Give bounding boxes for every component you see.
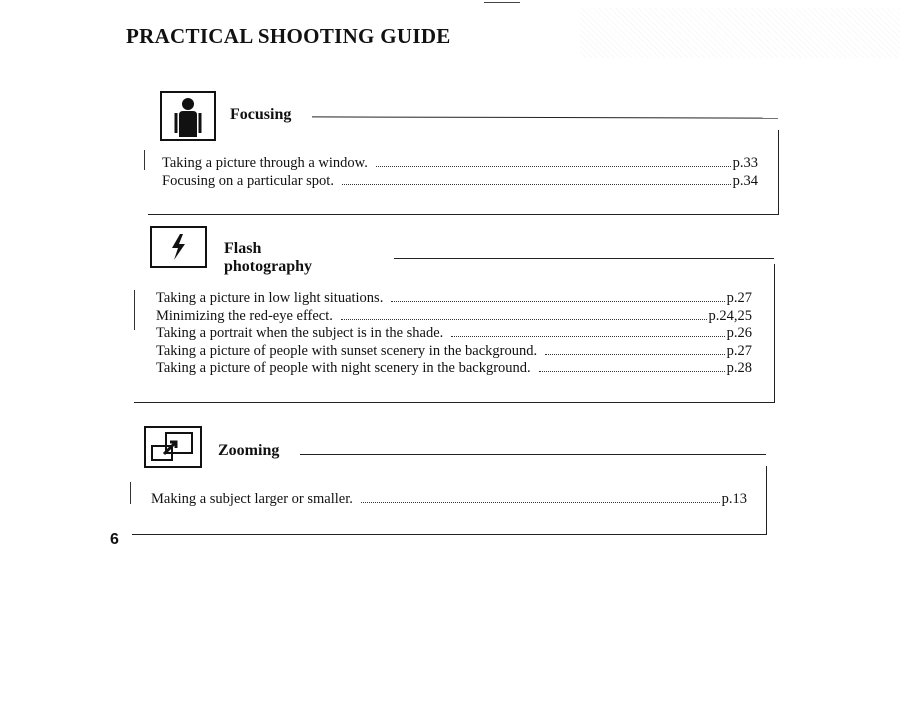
item-list: [162, 155, 758, 190]
dot-leader: [342, 184, 731, 185]
page-reference: p.26: [726, 325, 752, 341]
list-item: [162, 173, 758, 191]
frame-left-stub: [134, 290, 135, 330]
section-rule: [312, 116, 778, 118]
dot-leader: [341, 319, 707, 320]
list-item: [156, 343, 752, 361]
list-item: [156, 360, 752, 378]
dot-leader: [361, 502, 720, 503]
dot-leader: [391, 301, 724, 302]
dot-leader: [451, 336, 724, 337]
item-text: Taking a portrait when the subject is in the shade.: [156, 325, 444, 341]
section-rule: [300, 454, 766, 455]
list-item: [156, 308, 752, 326]
page-reference: p.34: [732, 172, 758, 189]
list-item: [156, 325, 752, 343]
item-text: Taking a picture through a window.: [162, 155, 368, 171]
item-list: [156, 290, 752, 378]
frame-left-stub: [144, 150, 145, 170]
page-reference: p.27: [726, 290, 752, 306]
item-list: [151, 491, 747, 509]
item-text: Taking a picture of people with sunset scenery in the background.: [156, 342, 538, 359]
page-reference: p.24,25: [708, 307, 752, 324]
zoom-icon: [144, 426, 202, 468]
page-number: 6: [110, 531, 119, 548]
section-heading: Flash photography: [224, 240, 313, 275]
item-text: Focusing on a particular spot.: [162, 172, 334, 189]
frame-left-stub: [130, 482, 131, 504]
item-text: Minimizing the red-eye effect.: [156, 307, 333, 324]
dot-leader: [545, 354, 725, 355]
item-text: Making a subject larger or smaller.: [151, 491, 353, 507]
scan-speckle: [580, 8, 900, 58]
list-item: [162, 155, 758, 173]
section-heading: Focusing: [230, 106, 292, 123]
person-icon: [160, 91, 216, 141]
page-reference: p.33: [732, 155, 758, 171]
section-rule: [394, 258, 774, 259]
dot-leader: [539, 371, 725, 372]
page-reference: p.13: [721, 491, 747, 507]
item-text: Taking a picture in low light situations.: [156, 290, 384, 306]
lightning-icon: [150, 226, 207, 268]
page-title: PRACTICAL SHOOTING GUIDE: [126, 24, 451, 48]
list-item: [151, 491, 747, 509]
list-item: [156, 290, 752, 308]
dot-leader: [376, 166, 731, 167]
page-reference: p.27: [726, 342, 752, 359]
page-reference: p.28: [726, 360, 752, 376]
top-scan-line: [484, 2, 520, 3]
section-heading: Zooming: [218, 442, 280, 459]
item-text: Taking a picture of people with night scenery in the background.: [156, 360, 531, 376]
